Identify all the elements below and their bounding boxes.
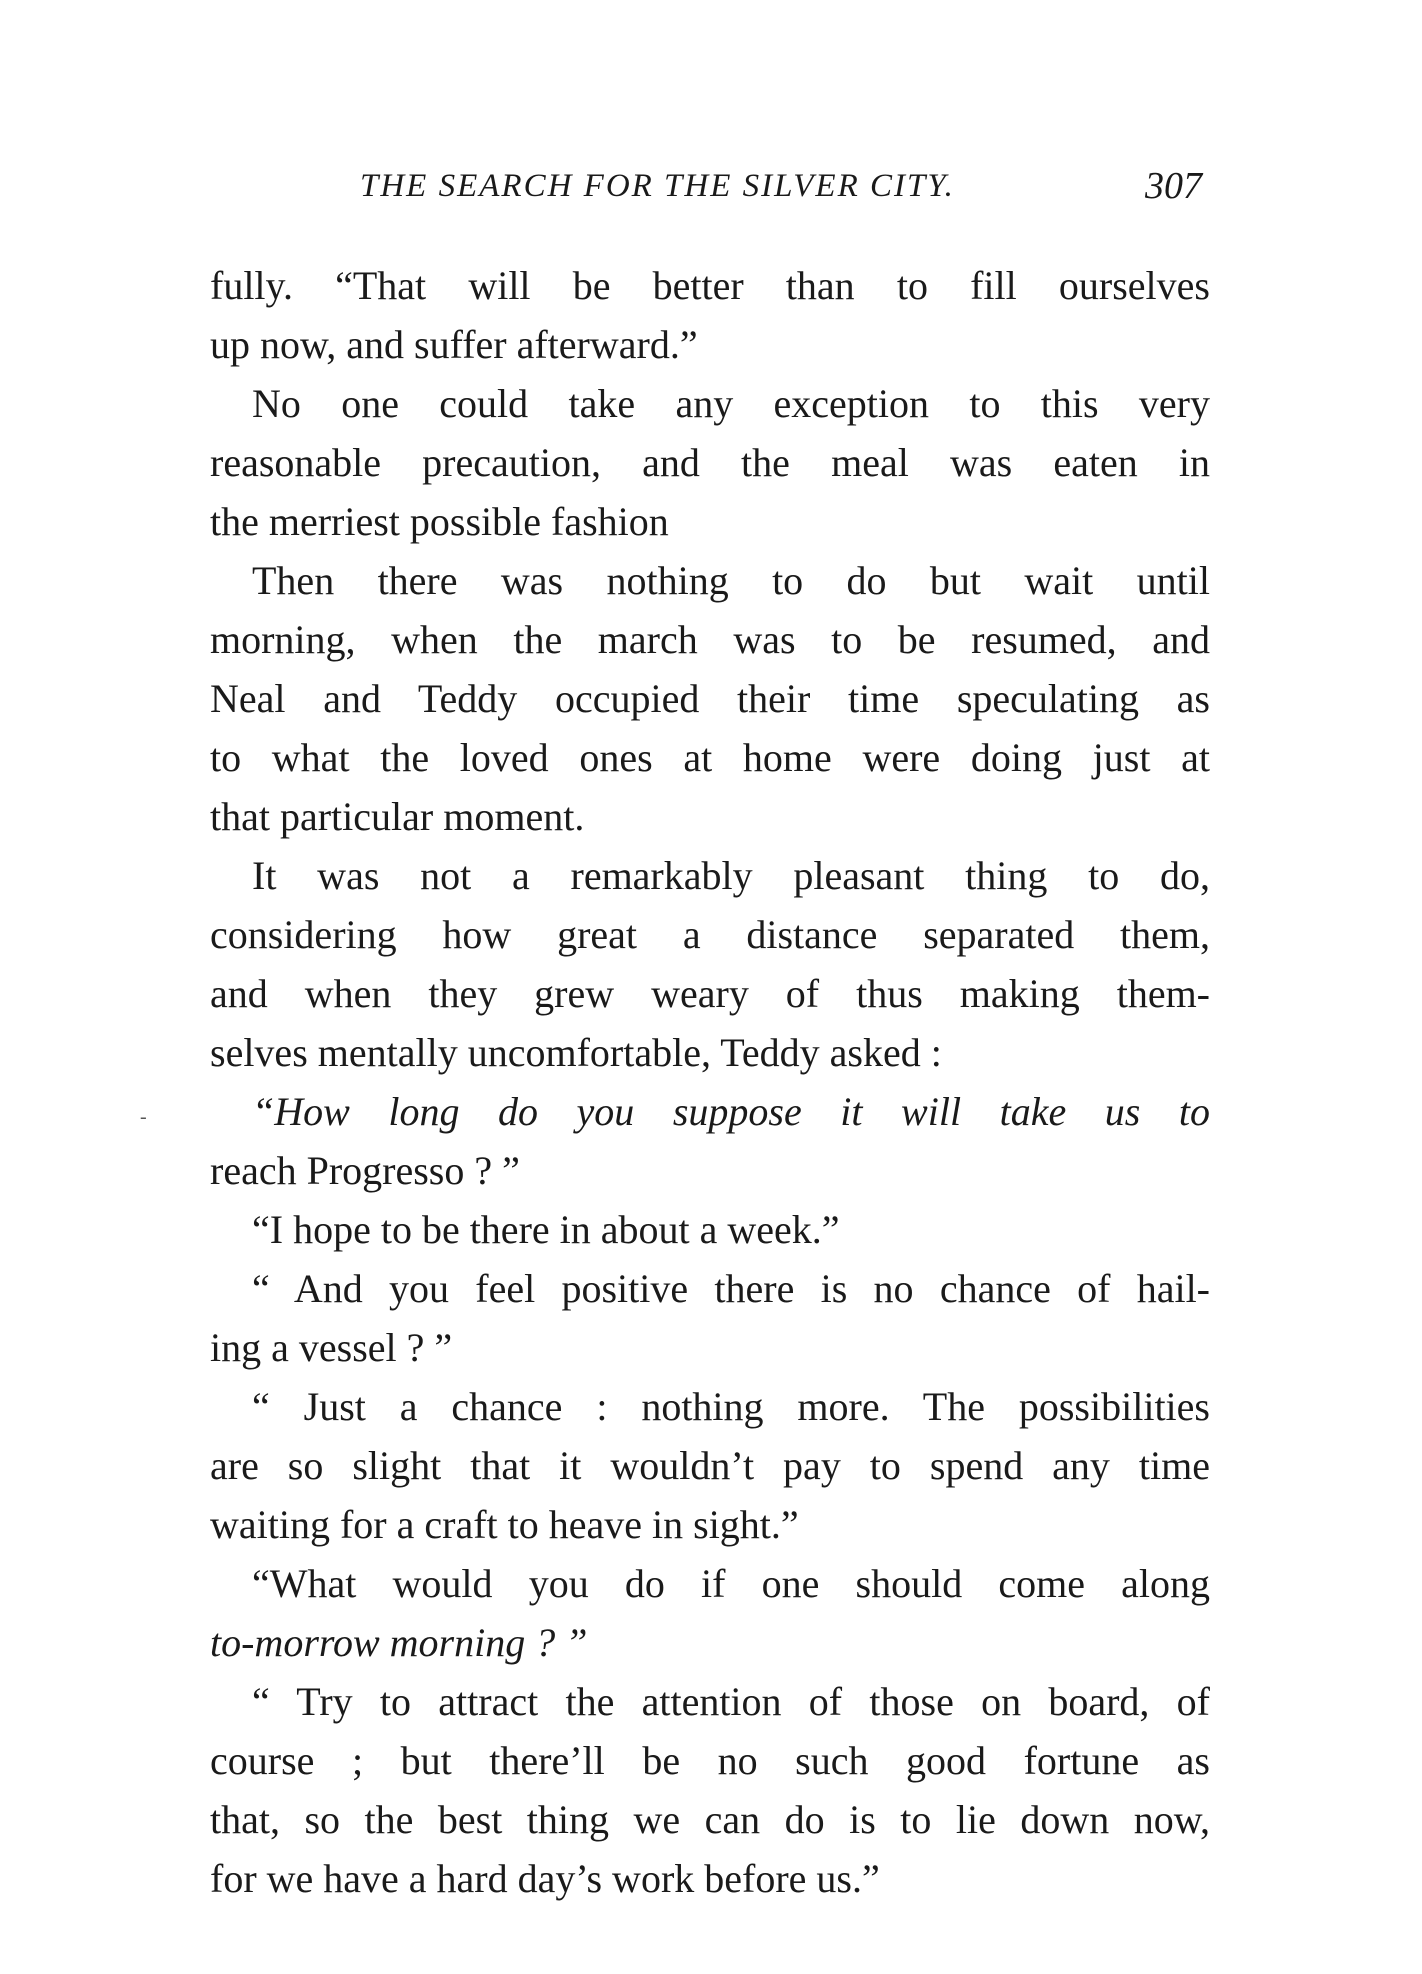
paragraph-5 [210,1082,1210,1200]
text-line: and when they grew weary of thus making them- [210,971,1210,1016]
running-title: THE SEARCH FOR THE SILVER CITY. [360,168,955,204]
paragraph-9 [210,1554,1210,1672]
paragraph-3 [210,551,1210,846]
text-line: up now, and suffer afterward.” [210,322,698,367]
paragraph-7 [210,1259,1210,1377]
text-line: Then there was nothing to do but wait until [252,558,1210,603]
margin-mark: - [140,1106,147,1128]
paragraph-8 [210,1377,1210,1554]
text-line: No one could take any exception to this very [252,381,1210,426]
text-line: for we have a hard day’s work before us.” [210,1856,880,1901]
text-line: Neal and Teddy occupied their time speculating as [210,676,1210,721]
paragraph-6 [210,1200,1210,1259]
text-line: reach Progresso ? ” [210,1148,520,1193]
page-number: 307 [1145,165,1202,207]
text-line: to what the loved ones at home were doing just at [210,735,1210,780]
text-line: “ Just a chance : nothing more. The possibilities [252,1384,1210,1429]
text-line: to-morrow morning ? ” [210,1620,588,1665]
text-line: that particular moment. [210,794,585,839]
text-line: that, so the best thing we can do is to lie down now, [210,1797,1210,1842]
body-text [210,256,1210,1908]
text-line: morning, when the march was to be resumed, and [210,617,1210,662]
paragraph-10 [210,1672,1210,1908]
text-line: “ And you feel positive there is no chance of hail- [252,1266,1210,1311]
text-line: the merriest possible fashion [210,499,669,544]
paragraph-4 [210,846,1210,1082]
text-line: considering how great a distance separated them, [210,912,1210,957]
text-line: selves mentally uncomfortable, Teddy asked : [210,1030,942,1075]
text-line: ing a vessel ? ” [210,1325,453,1370]
text-line: “How long do you suppose it will take us to [252,1089,1210,1134]
text-line: “ Try to attract the attention of those on board, of [252,1679,1210,1724]
text-line: fully. “That will be better than to fill ourselves [210,263,1210,308]
running-head [210,165,1210,228]
text-line: waiting for a craft to heave in sight.” [210,1502,799,1547]
text-line: are so slight that it wouldn’t pay to spend any time [210,1443,1210,1488]
text-line: reasonable precaution, and the meal was eaten in [210,440,1210,485]
text-line: course ; but there’ll be no such good fortune as [210,1738,1210,1783]
text-line: “I hope to be there in about a week.” [252,1207,840,1252]
paragraph-1 [210,256,1210,374]
text-line: It was not a remarkably pleasant thing to do, [252,853,1210,898]
text-line: “What would you do if one should come along [252,1561,1210,1606]
paragraph-2 [210,374,1210,551]
